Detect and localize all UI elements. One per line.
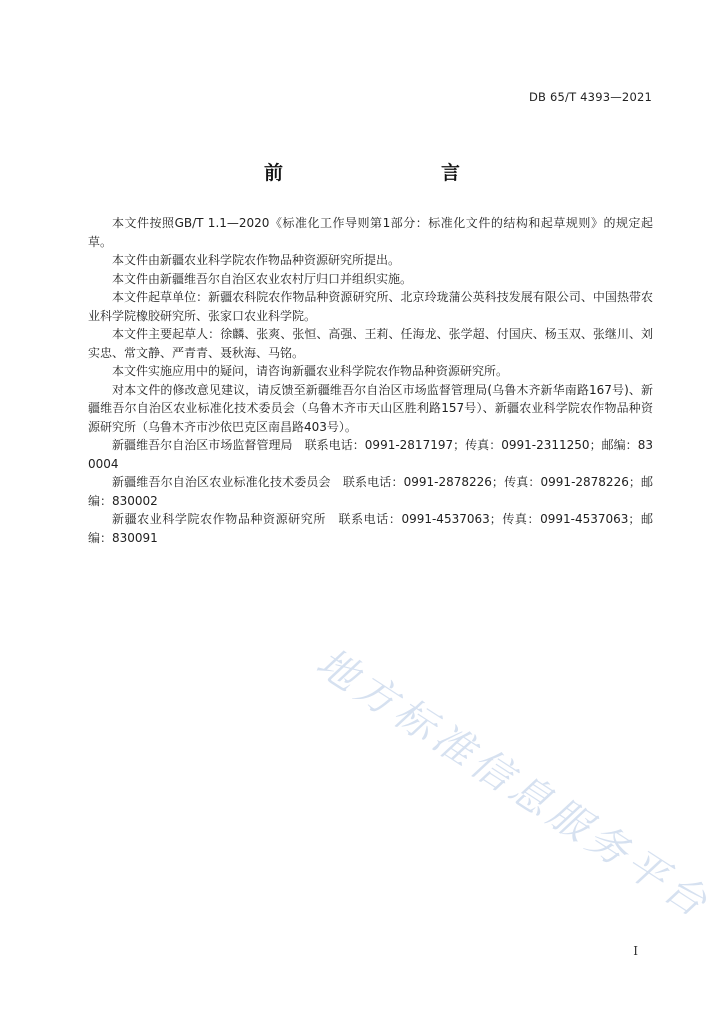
paragraph-contact-standardization-committee: 新疆维吾尔自治区农业标准化技术委员会 联系电话：0991-2878226；传真：0991-2878226；邮编：830002 xyxy=(88,475,653,508)
paragraph-proposer: 本文件由新疆农业科学院农作物品种资源研究所提出。 xyxy=(112,253,401,267)
paragraph-contact-research-institute: 新疆农业科学院农作物品种资源研究所 联系电话：0991-4537063；传真：0991-4537063；邮编：830091 xyxy=(88,512,653,545)
paragraph-drafters: 本文件主要起草人：徐麟、张爽、张恒、高强、王莉、任海龙、张学超、付国庆、杨玉双、张继川、刘实忠、常文静、严青青、聂秋海、马铭。 xyxy=(88,327,653,360)
paragraph-contact-market-bureau: 新疆维吾尔自治区市场监督管理局 联系电话：0991-2817197；传真：0991-2311250；邮编：830004 xyxy=(88,438,653,471)
standard-code: DB 65/T 4393—2021 xyxy=(528,90,652,104)
paragraph-feedback: 对本文件的修改意见建议，请反馈至新疆维吾尔自治区市场监督管理局(乌鲁木齐新华南路167号)、新疆维吾尔自治区农业标准化技术委员会（乌鲁木齐市天山区胜利路157号）、新疆农业科学院农作物品种资源研究所（乌鲁木齐市沙依巴克区南昌路403号）。 xyxy=(88,382,653,434)
page-number: I xyxy=(633,944,638,958)
paragraph-inquiry: 本文件实施应用中的疑问，请咨询新疆农业科学院农作物品种资源研究所。 xyxy=(112,364,509,378)
paragraph-drafting-units: 本文件起草单位：新疆农科院农作物品种资源研究所、北京玲珑蒲公英科技发展有限公司、中国热带农业科学院橡胶研究所、张家口农业科学院。 xyxy=(88,290,653,323)
paragraph-administrator: 本文件由新疆维吾尔自治区农业农村厅归口并组织实施。 xyxy=(112,271,413,286)
foreword-body xyxy=(88,214,653,547)
watermark: 地方标准信息服务平台 xyxy=(308,639,719,929)
paragraph-drafting-rules: 本文件按照GB/T 1.1—2020《标准化工作导则第1部分：标准化文件的结构和起草规则》的规定起草。 xyxy=(88,216,653,249)
page-title: 前 言 xyxy=(263,162,500,184)
